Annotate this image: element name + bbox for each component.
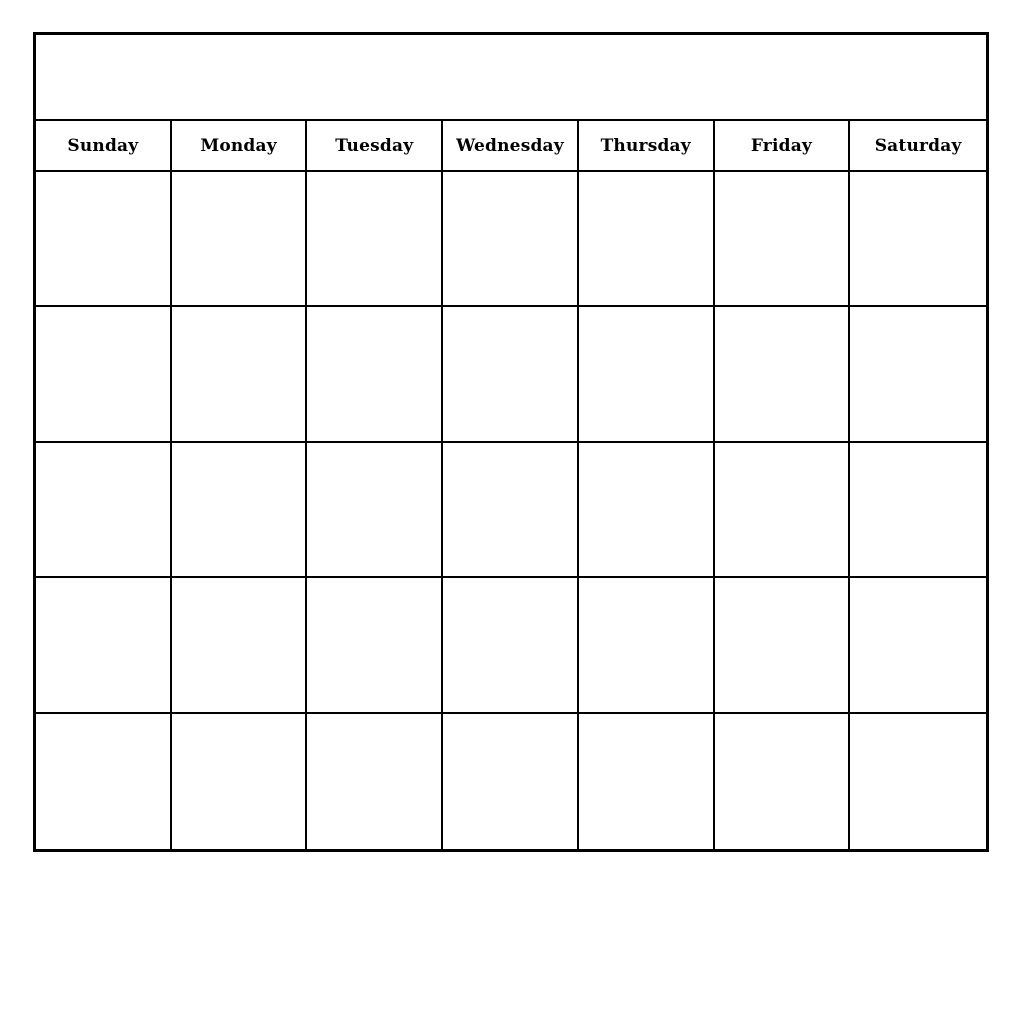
- weekday-header-sunday: Sunday: [36, 121, 172, 170]
- day-cell[interactable]: [715, 714, 851, 849]
- day-cell[interactable]: [443, 172, 579, 307]
- day-cell[interactable]: [307, 443, 443, 578]
- calendar-day-grid: [36, 172, 986, 849]
- day-cell[interactable]: [36, 714, 172, 849]
- day-cell[interactable]: [307, 172, 443, 307]
- day-cell[interactable]: [307, 714, 443, 849]
- weekday-header-row: [36, 121, 986, 172]
- day-cell[interactable]: [172, 578, 308, 713]
- day-cell[interactable]: [579, 307, 715, 442]
- day-cell[interactable]: [36, 172, 172, 307]
- day-cell[interactable]: [36, 443, 172, 578]
- day-cell[interactable]: [579, 443, 715, 578]
- day-cell[interactable]: [307, 578, 443, 713]
- day-cell[interactable]: [579, 578, 715, 713]
- day-cell[interactable]: [715, 172, 851, 307]
- day-cell[interactable]: [443, 443, 579, 578]
- weekday-header-saturday: Saturday: [874, 135, 962, 156]
- day-cell[interactable]: [850, 578, 986, 713]
- day-cell[interactable]: [172, 443, 308, 578]
- day-cell[interactable]: [443, 307, 579, 442]
- day-cell[interactable]: [36, 307, 172, 442]
- day-cell[interactable]: [715, 307, 851, 442]
- calendar: [33, 32, 989, 852]
- day-cell[interactable]: [307, 307, 443, 442]
- day-cell[interactable]: [715, 578, 851, 713]
- day-cell[interactable]: [850, 714, 986, 849]
- calendar-title[interactable]: [36, 35, 986, 121]
- weekday-header-thursday: Thursday: [579, 121, 715, 170]
- day-cell[interactable]: [850, 307, 986, 442]
- day-cell[interactable]: [579, 714, 715, 849]
- day-cell[interactable]: [715, 443, 851, 578]
- day-cell[interactable]: [850, 443, 986, 578]
- day-cell[interactable]: [172, 172, 308, 307]
- weekday-header-friday: Friday: [715, 121, 851, 170]
- day-cell[interactable]: [443, 578, 579, 713]
- day-cell[interactable]: [850, 172, 986, 307]
- day-cell[interactable]: [579, 172, 715, 307]
- day-cell[interactable]: [443, 714, 579, 849]
- weekday-header-monday: Monday: [172, 121, 308, 170]
- day-cell[interactable]: [36, 578, 172, 713]
- day-cell[interactable]: [172, 714, 308, 849]
- weekday-header-tuesday: Tuesday: [307, 121, 443, 170]
- weekday-header-wednesday: Wednesday: [443, 121, 579, 170]
- day-cell[interactable]: [172, 307, 308, 442]
